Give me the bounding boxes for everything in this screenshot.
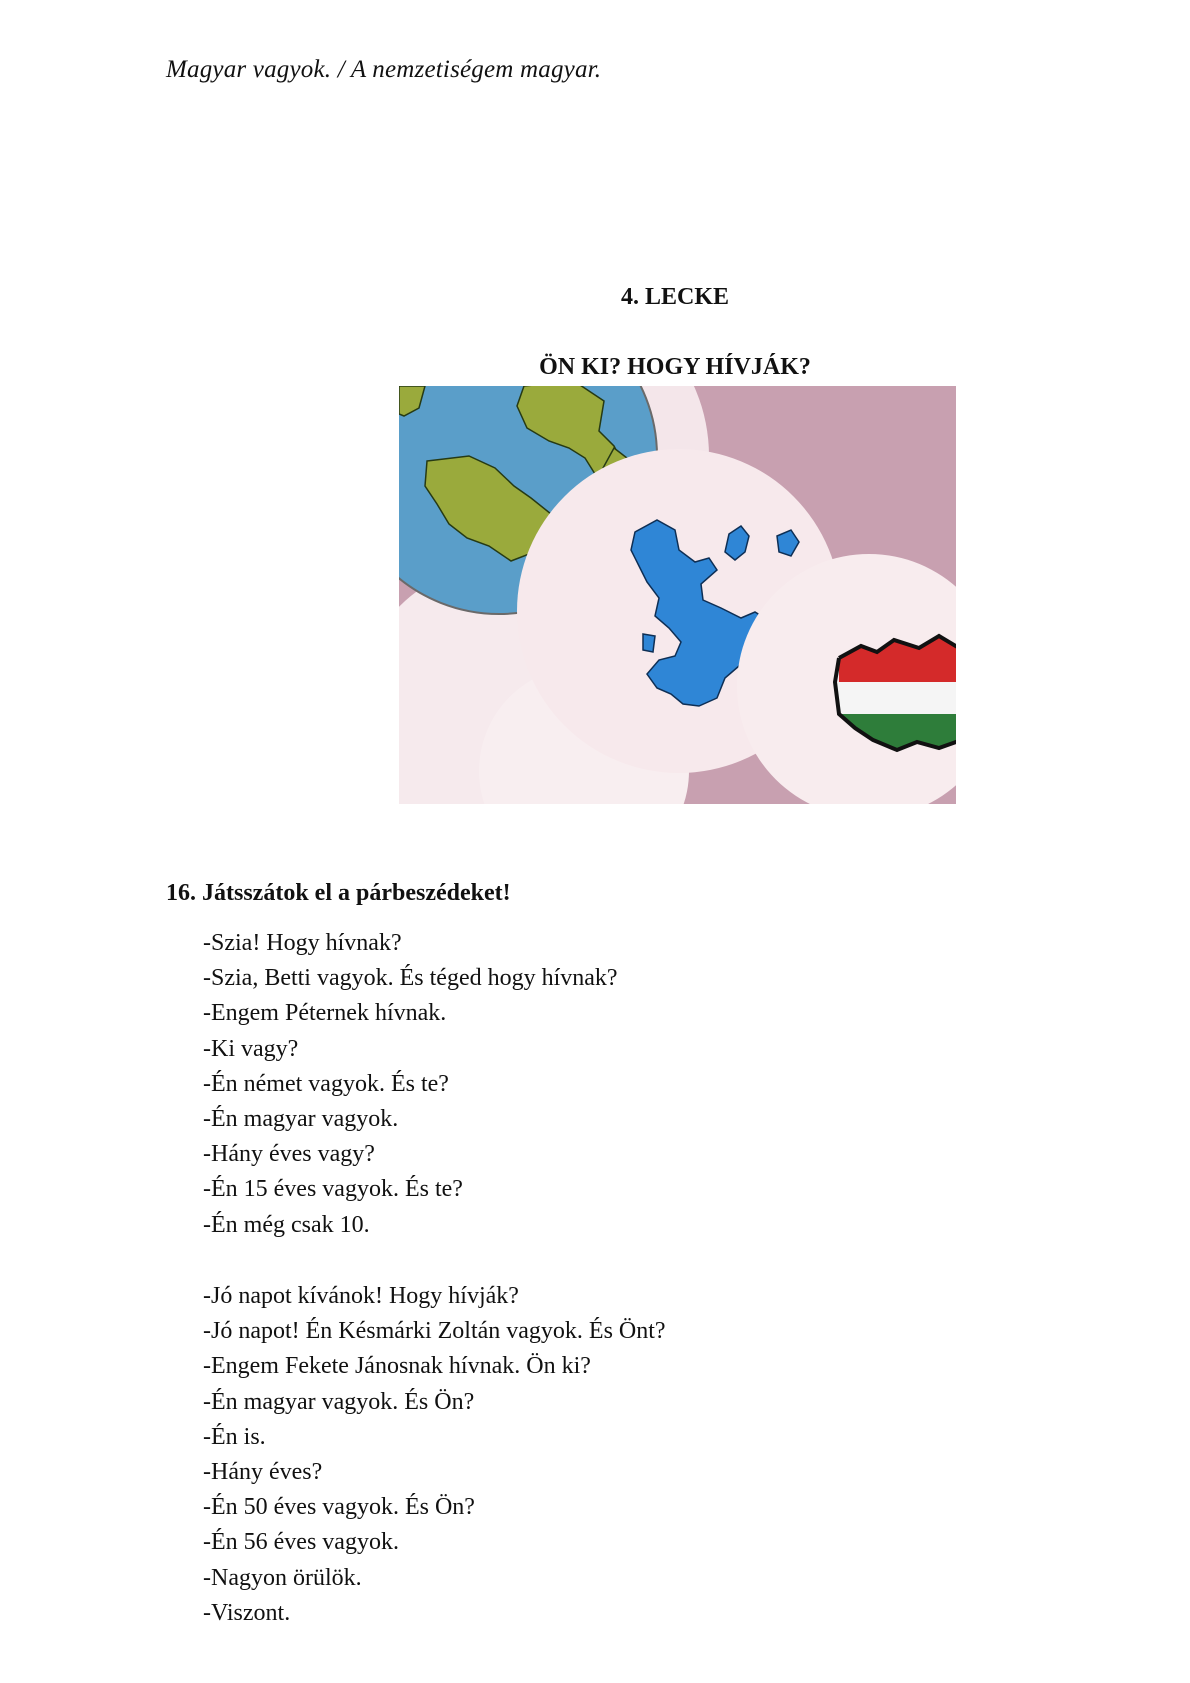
dialogue-line: -Ki vagy?: [203, 1035, 299, 1062]
dialogue-line: -Én magyar vagyok.: [203, 1106, 399, 1133]
dialogue-line: -Engem Fekete Jánosnak hívnak. Ön ki?: [203, 1353, 591, 1380]
exercise-heading: 16. Játsszátok el a párbeszédeket!: [166, 880, 511, 906]
dialogue-formal: [203, 1279, 666, 1631]
dialogue-line: -Szia, Betti vagyok. És téged hogy hívnak?: [203, 965, 618, 992]
top-line-text: Magyar vagyok. / A nemzetiségem magyar.: [166, 56, 602, 83]
dialogue-line: -Engem Péternek hívnak.: [203, 1000, 447, 1027]
dialogue-informal: [203, 926, 618, 1243]
dialogue-line: -Én is.: [203, 1423, 266, 1450]
dialogue-line: -Én magyar vagyok. És Ön?: [203, 1388, 475, 1415]
dialogue-line: -Én még csak 10.: [203, 1211, 370, 1238]
lesson-illustration: [399, 386, 956, 804]
hungary-white: [835, 682, 956, 714]
dialogue-line: -Én német vagyok. És te?: [203, 1070, 449, 1097]
lesson-title: ÖN KI? HOGY HÍVJÁK?: [539, 354, 811, 380]
dialogue-line: -Jó napot kívánok! Hogy hívják?: [203, 1283, 519, 1309]
dialogue-line: -Nagyon örülök.: [203, 1564, 362, 1591]
dialogue-line: -Én 56 éves vagyok.: [203, 1529, 399, 1556]
dialogue-line: -Én 15 éves vagyok. És te?: [203, 1176, 463, 1203]
dialogue-line: -Szia! Hogy hívnak?: [203, 930, 402, 956]
dialogue-line: -Hány éves vagy?: [203, 1141, 375, 1168]
dialogue-line: -Viszont.: [203, 1599, 291, 1626]
italy-map: [643, 634, 655, 652]
lesson-number: 4. LECKE: [620, 284, 730, 310]
dialogue-line: -Hány éves?: [203, 1459, 323, 1486]
dialogue-line: -Jó napot! Én Késmárki Zoltán vagyok. És Önt?: [203, 1318, 666, 1345]
dialogue-line: -Én 50 éves vagyok. És Ön?: [203, 1494, 475, 1521]
